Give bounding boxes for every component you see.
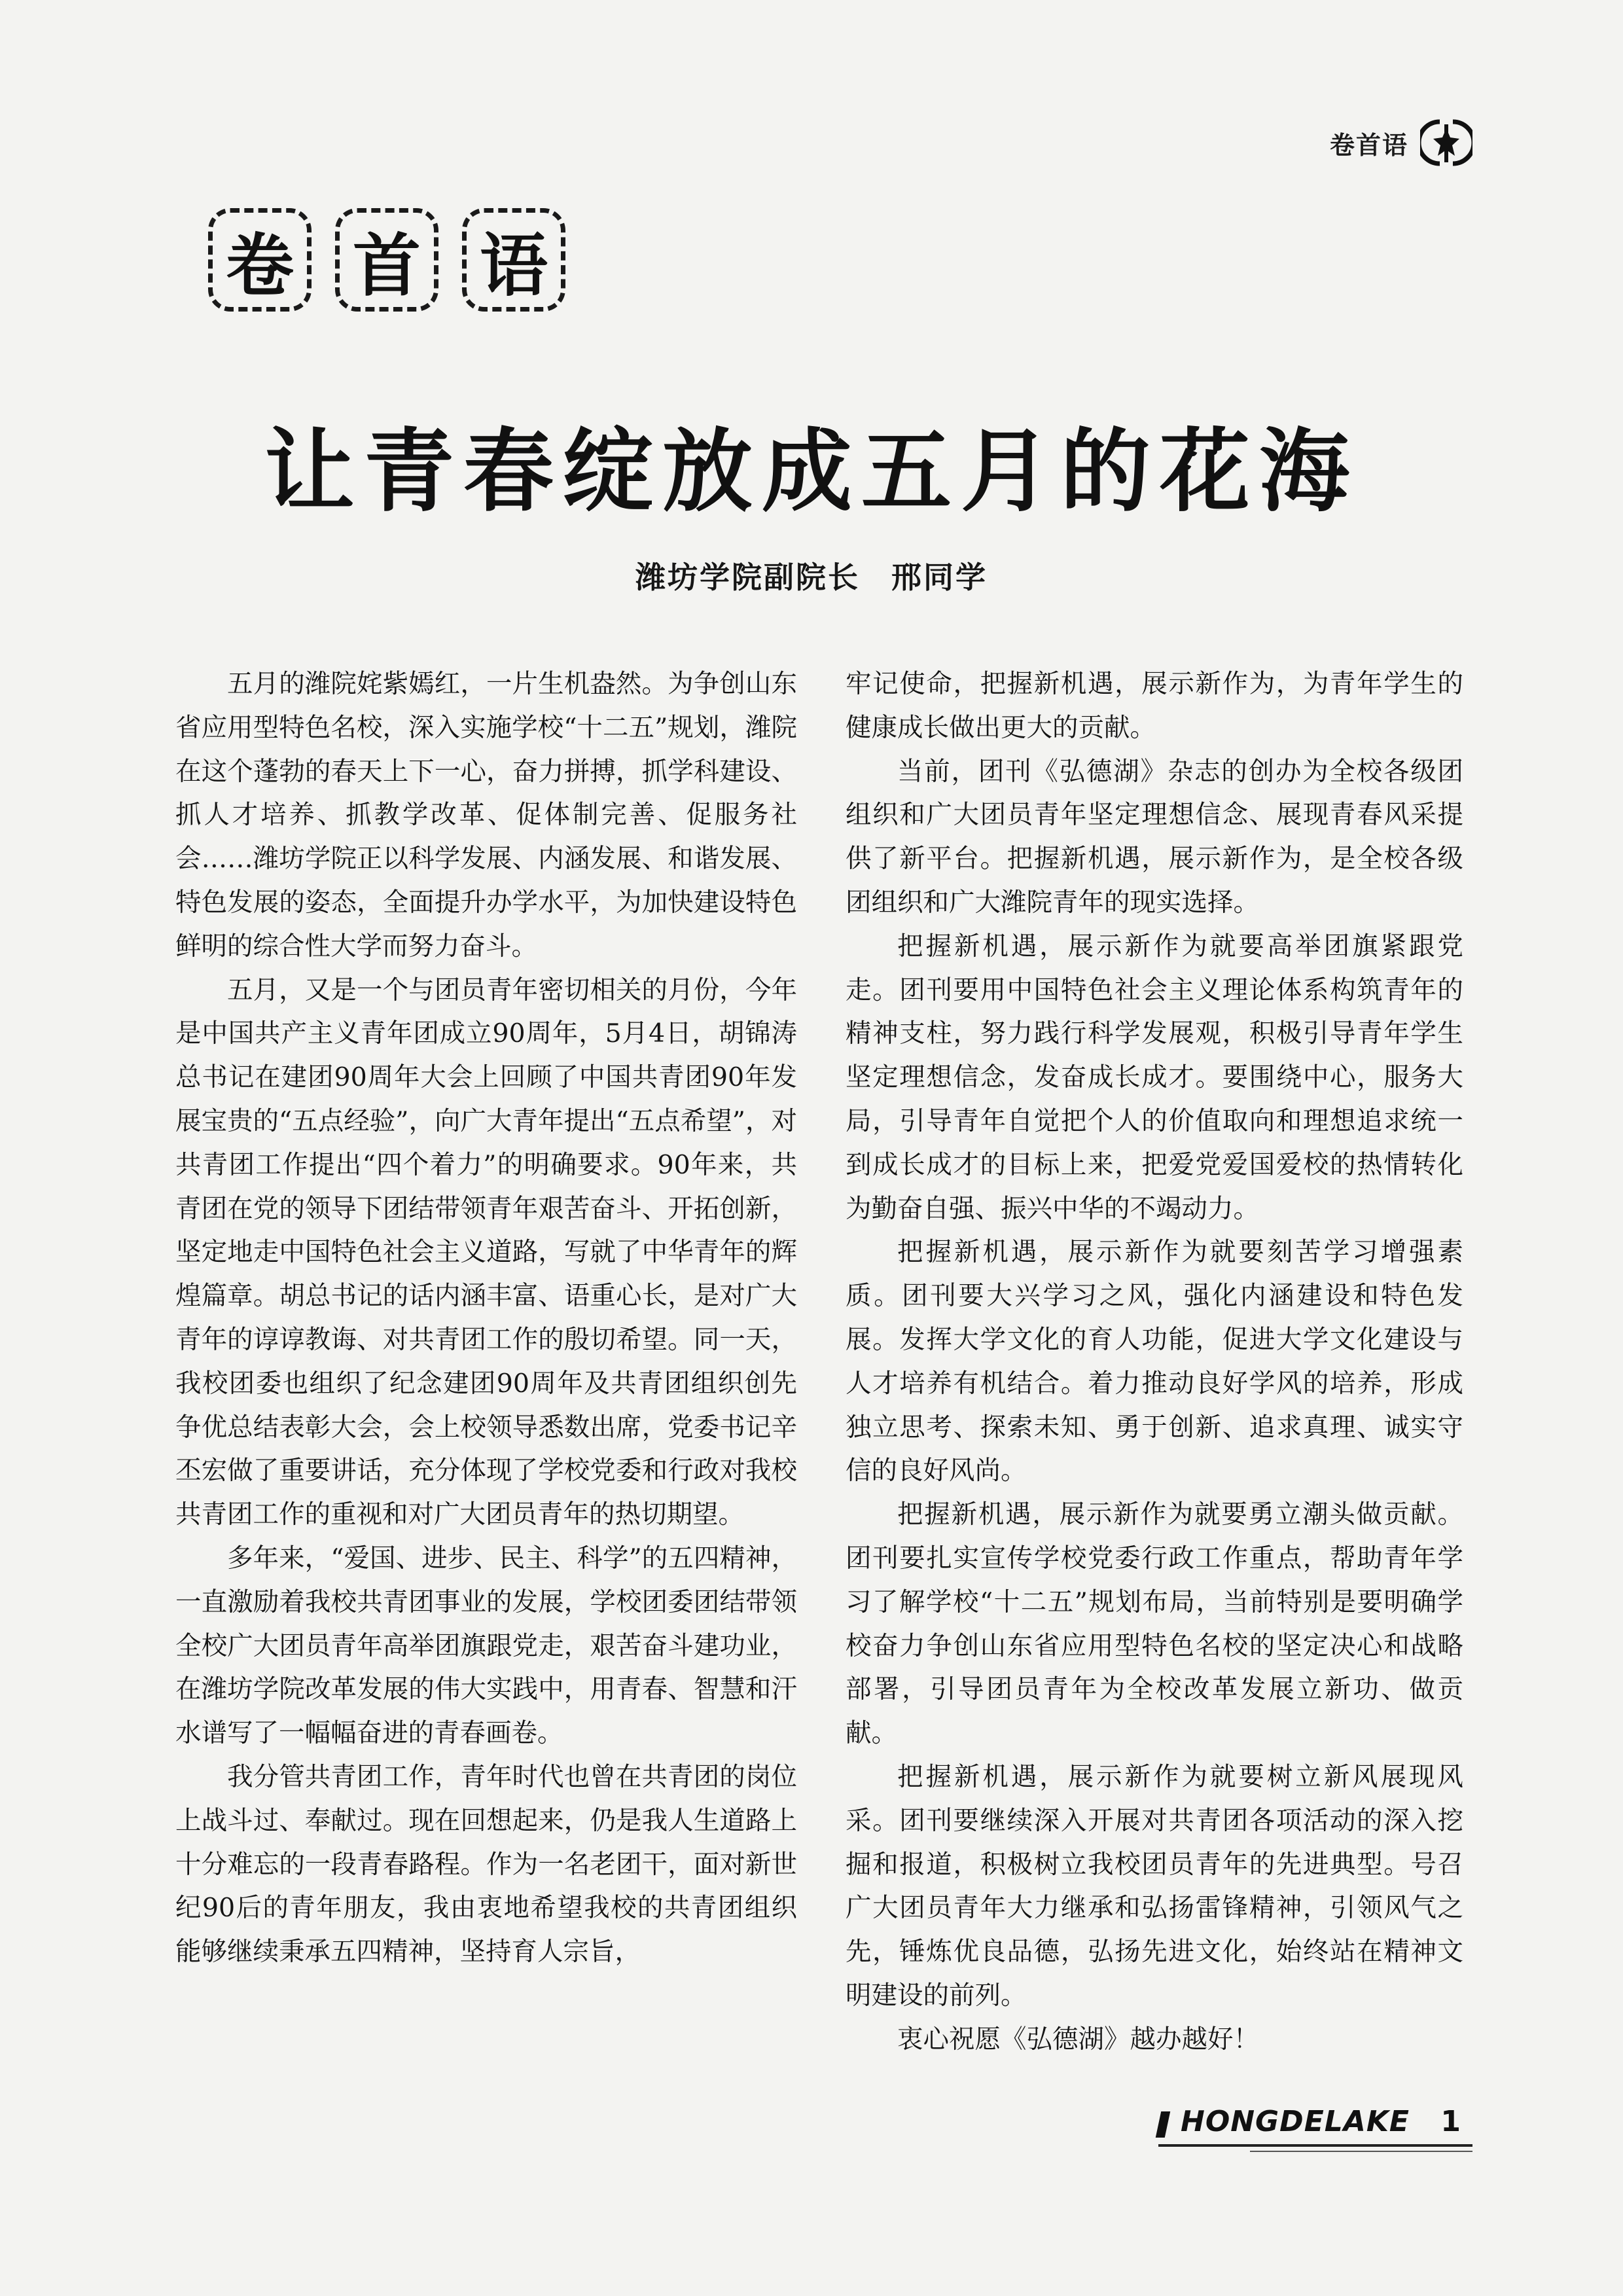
circle-emblem-icon — [1420, 117, 1472, 169]
paragraph: 多年来，“爱国、进步、民主、科学”的五四精神，一直激励着我校共青团事业的发展，学校团委团结带领全校广大团员青年高举团旗跟党走，艰苦奋斗建功业，在潍坊学院改革发展的伟大实践中，用青春、智慧和汗水谱写了一幅幅奋进的青春画卷。 — [175, 1543, 797, 1749]
footer-brand: HONGDELAKE — [1181, 2105, 1410, 2138]
column-badge-char-2: 首 — [335, 208, 438, 312]
paragraph: 五月，又是一个与团员青年密切相关的月份，今年是中国共产主义青年团成立90周年，5月4日，胡锦涛总书记在建团90周年大会上回顾了中国共青团90年发展宝贵的“五点经验”，向广大青年提出“五点希望”，对共青团工作提出“四个着力”的明确要求。90年来，共青团在党的领导下团结带领青年艰苦奋斗、开拓创新，坚定地走中国特色社会主义道路，写就了中华青年的辉煌篇章。胡总书记的话内涵丰富、语重心长，是对广大青年的谆谆教诲、对共青团工作的殷切希望。同一天，我校团委也组织了纪念建团90周年及共青团组织创先争优总结表彰大会，会上校领导悉数出席，党委书记辛丕宏做了重要讲话，充分体现了学校党委和行政对我校共青团工作的重视和对广大团员青年的热切期望。 — [175, 975, 797, 1530]
column-badge-char-3: 语 — [462, 208, 565, 312]
paragraph: 我分管共青团工作，青年时代也曾在共青团的岗位上战斗过、奉献过。现在回想起来，仍是我人生道路上十分难忘的一段青春路程。作为一名老团干，面对新世纪90后的青年朋友，我由衷地希望我校的共青团组织能够继续秉承五四精神，坚持育人宗旨， — [175, 1761, 797, 1967]
paragraph: 五月的潍院姹紫嫣红，一片生机盎然。为争创山东省应用型特色名校，深入实施学校“十二五”规划，潍院在这个蓬勃的春天上下一心，奋力拼搏，抓学科建设、抓人才培养、抓教学改革、促体制完善、促服务社会……潍坊学院正以科学发展、内涵发展、和谐发展、特色发展的姿态，全面提升办学水平，为加快建设特色鲜明的综合性大学而努力奋斗。 — [175, 669, 797, 961]
paragraph: 把握新机遇，展示新作为就要树立新风展现风采。团刊要继续深入开展对共青团各项活动的深入挖掘和报道，积极树立我校团员青年的先进典型。号召广大团员青年大力继承和弘扬雷锋精神，引领风气之先，锤炼优良品德，弘扬先进文化，始终站在精神文明建设的前列。 — [846, 1761, 1463, 2011]
closing-line: 衷心祝愿《弘德湖》越办越好！ — [897, 2024, 1259, 2054]
paragraph: 把握新机遇，展示新作为就要刻苦学习增强素质。团刊要大兴学习之风，强化内涵建设和特色发展。发挥大学文化的育人功能，促进大学文化建设与人才培养有机结合。着力推动良好学风的培养，形成独立思考、探索未知、勇于创新、追求真理、诚实守信的良好风尚。 — [846, 1237, 1463, 1486]
footer-rule-thin — [1250, 2151, 1472, 2152]
author-name: 邢同学 — [891, 560, 988, 595]
paragraph: 把握新机遇，展示新作为就要高举团旗紧跟党走。团刊要用中国特色社会主义理论体系构筑青年的精神支柱，努力践行科学发展观，积极引导青年学生坚定理想信念，发奋成长成才。要围绕中心，服务大局，引导青年自觉把个人的价值取向和理想追求统一到成长成才的目标上来，把爱党爱国爱校的热情转化为勤奋自强、振兴中华的不竭动力。 — [846, 931, 1463, 1224]
paragraph-continuation: 牢记使命，把握新机遇，展示新作为，为青年学生的健康成长做出更大的贡献。 — [846, 669, 1463, 743]
footer-rule — [1158, 2144, 1472, 2147]
author-affiliation: 潍坊学院副院长 — [635, 560, 860, 595]
page-footer — [1158, 2101, 1472, 2147]
article-title: 让青春绽放成五月的花海 — [264, 419, 1359, 524]
page-number: 1 — [1440, 2105, 1461, 2138]
column-badge — [208, 208, 565, 312]
footer-bar-icon — [1156, 2111, 1171, 2138]
right-column — [846, 662, 1463, 2062]
left-column — [175, 662, 797, 1974]
column-badge-char-1: 卷 — [208, 208, 312, 312]
running-header-label: 卷首语 — [1329, 130, 1408, 160]
paragraph: 当前，团刊《弘德湖》杂志的创办为全校各级团组织和广大团员青年坚定理想信念、展现青春风采提供了新平台。把握新机遇，展示新作为，是全校各级团组织和广大潍院青年的现实选择。 — [846, 756, 1463, 918]
byline — [0, 554, 1623, 597]
paragraph: 把握新机遇，展示新作为就要勇立潮头做贡献。团刊要扎实宣传学校党委行政工作重点，帮助青年学习了解学校“十二五”规划布局，当前特别是要明确学校奋力争创山东省应用型特色名校的坚定决心和战略部署，引导团员青年为全校改革发展立新功、做贡献。 — [846, 1499, 1463, 1749]
running-header — [1276, 117, 1472, 169]
